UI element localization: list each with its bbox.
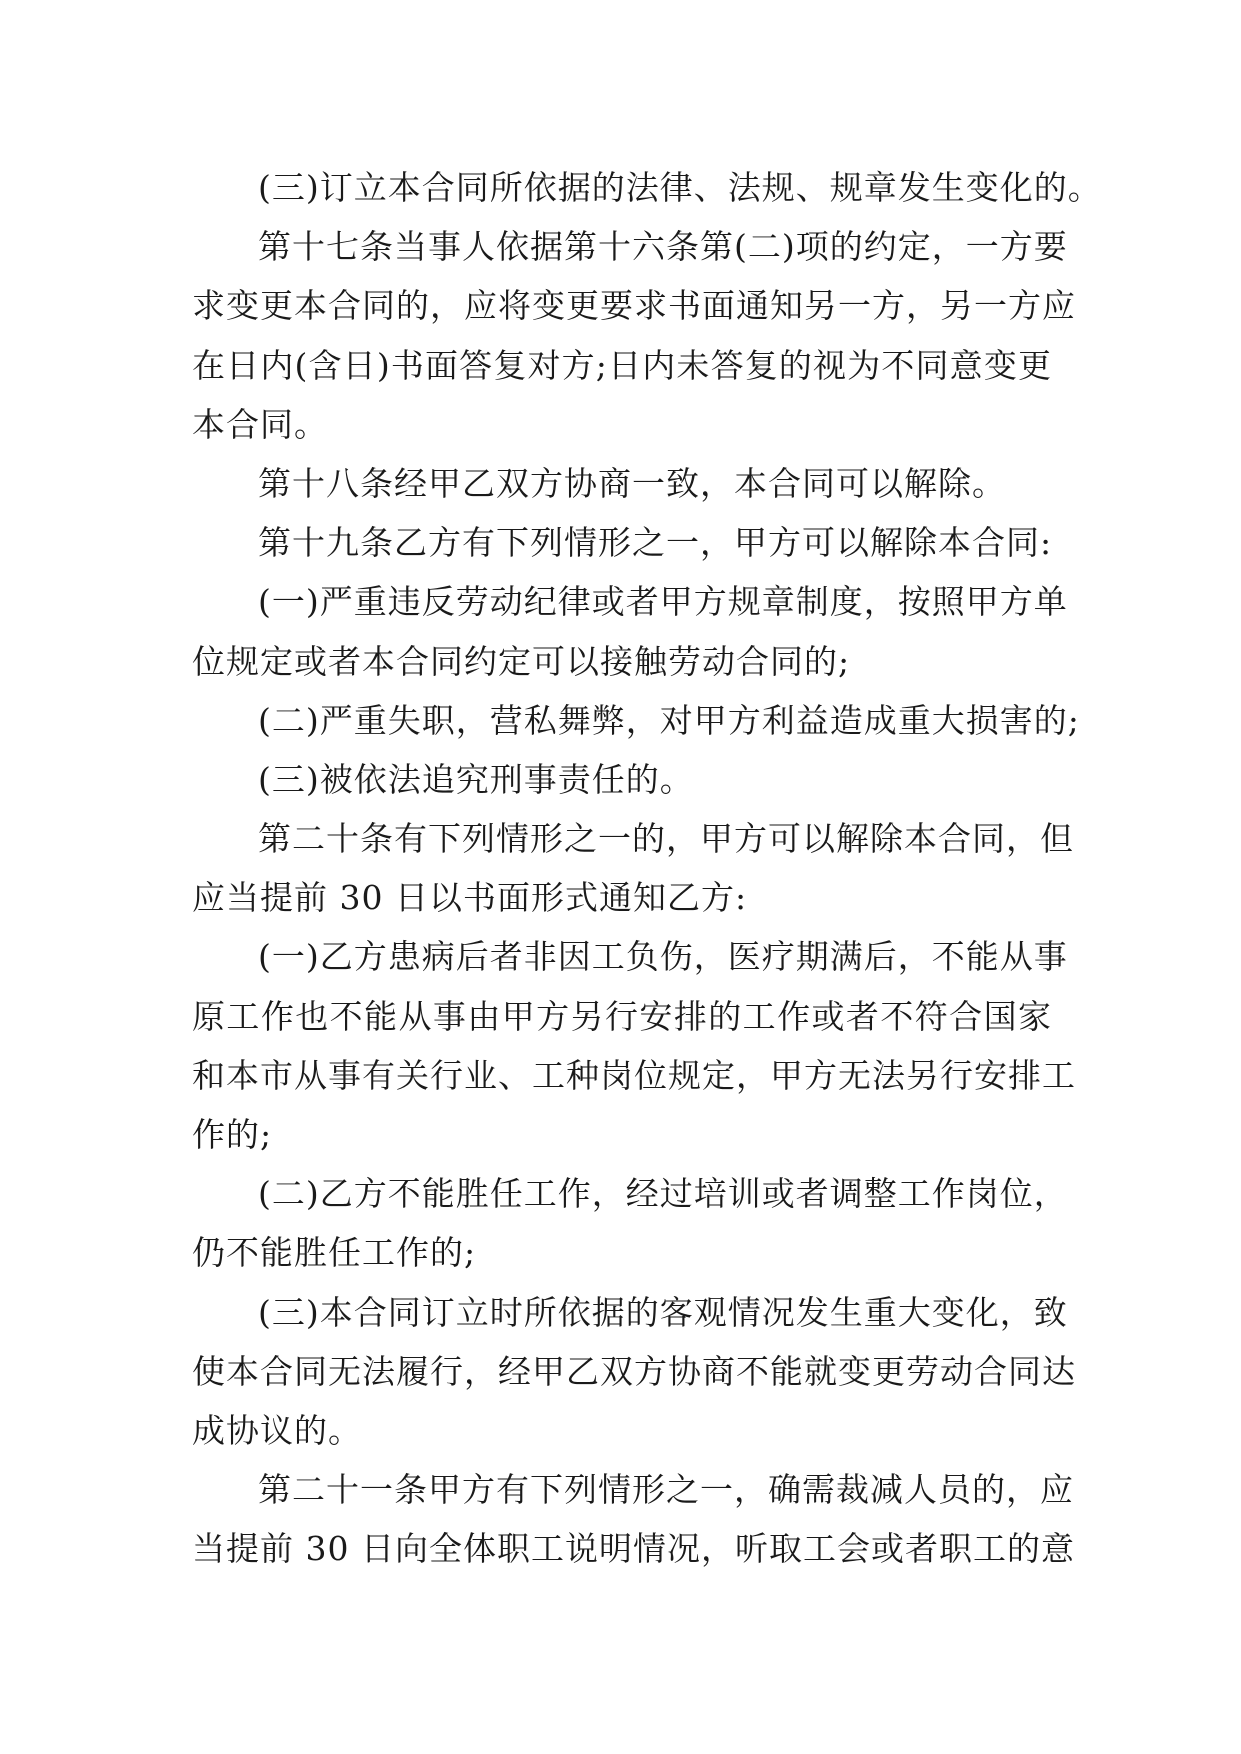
text-line: 作的; <box>192 1115 273 1154</box>
text-line: 原工作也不能从事由甲方另行安排的工作或者不符合国家 <box>192 996 1052 1036</box>
text-line: 应当提前 30 日以书面形式通知乙方: <box>192 878 748 918</box>
text-line: 当提前 30 日向全体职工说明情况，听取工会或者职工的意 <box>192 1529 1075 1569</box>
text-line: (一)乙方患病后者非因工负伤，医疗期满后，不能从事 <box>258 937 1068 977</box>
document-body <box>192 158 1102 1579</box>
text-line: 和本市从事有关行业、工种岗位规定，甲方无法另行安排工 <box>192 1055 1076 1095</box>
text-line: 仍不能胜任工作的; <box>192 1233 477 1273</box>
text-line: (二)严重失职，营私舞弊，对甲方利益造成重大损害的; <box>258 700 1080 740</box>
text-line: 求变更本合同的，应将变更要求书面通知另一方，另一方应 <box>192 286 1076 326</box>
text-line: (一)严重违反劳动纪律或者甲方规章制度，按照甲方单 <box>258 582 1068 622</box>
text-line: 第十九条乙方有下列情形之一，甲方可以解除本合同: <box>258 523 1053 563</box>
text-line: (二)乙方不能胜任工作，经过培训或者调整工作岗位， <box>258 1174 1068 1214</box>
text-line: 在日内(含日)书面答复对方;日内未答复的视为不同意变更 <box>192 345 1052 385</box>
text-line: 第十八条经甲乙双方协商一致，本合同可以解除。 <box>258 463 1006 503</box>
text-line: 第十七条当事人依据第十六条第(二)项的约定，一方要 <box>258 227 1068 267</box>
text-line: 使本合同无法履行，经甲乙双方协商不能就变更劳动合同达 <box>192 1351 1076 1391</box>
text-line: 位规定或者本合同约定可以接触劳动合同的; <box>192 641 851 681</box>
text-line: 成协议的。 <box>192 1410 362 1450</box>
text-line: 第二十条有下列情形之一的，甲方可以解除本合同，但 <box>258 819 1074 859</box>
text-line: (三)被依法追究刑事责任的。 <box>258 759 694 799</box>
text-line: (三)订立本合同所依据的法律、法规、规章发生变化的。 <box>258 168 1102 207</box>
text-line: 本合同。 <box>192 404 328 444</box>
text-line: 第二十一条甲方有下列情形之一，确需裁减人员的，应 <box>258 1470 1074 1510</box>
text-line: (三)本合同订立时所依据的客观情况发生重大变化，致 <box>258 1292 1068 1332</box>
